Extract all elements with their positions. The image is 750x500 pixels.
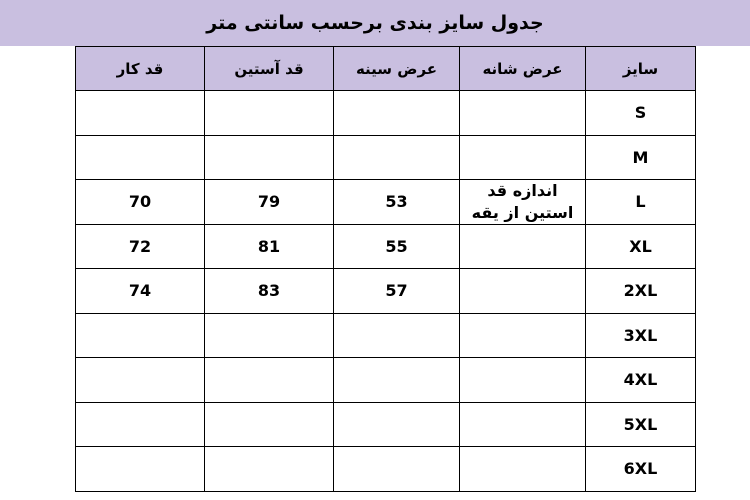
cell-chest: 53: [334, 180, 460, 225]
cell-length: [76, 313, 205, 358]
column-header-chest-width: عرض سینه: [334, 47, 460, 91]
table-header-row: [76, 47, 696, 91]
column-header-sleeve-length: قد آستین: [205, 47, 334, 91]
cell-shoulder: [460, 135, 586, 180]
cell-size: S: [586, 91, 696, 136]
table-row: [76, 224, 696, 269]
table-row: [76, 91, 696, 136]
cell-shoulder: [460, 224, 586, 269]
cell-chest: [334, 358, 460, 403]
cell-size: M: [586, 135, 696, 180]
cell-size: L: [586, 180, 696, 225]
table-row: [76, 180, 696, 225]
cell-length: [76, 91, 205, 136]
cell-length: 74: [76, 269, 205, 314]
column-header-shoulder-width: عرض شانه: [460, 47, 586, 91]
cell-sleeve: 83: [205, 269, 334, 314]
table-row: [76, 135, 696, 180]
cell-size: 3XL: [586, 313, 696, 358]
cell-size: 4XL: [586, 358, 696, 403]
cell-chest: [334, 135, 460, 180]
cell-chest: [334, 313, 460, 358]
cell-size: 6XL: [586, 447, 696, 492]
cell-shoulder: [460, 447, 586, 492]
cell-sleeve: [205, 358, 334, 403]
table-row: [76, 402, 696, 447]
cell-chest: [334, 447, 460, 492]
note-line-1: اندازه قد: [487, 181, 558, 201]
cell-length: [76, 135, 205, 180]
cell-chest: 57: [334, 269, 460, 314]
size-table: [75, 46, 696, 492]
cell-length: [76, 402, 205, 447]
note-line-2: استین از یقه: [471, 202, 574, 222]
cell-shoulder: [460, 402, 586, 447]
cell-length: [76, 358, 205, 403]
cell-shoulder: [460, 269, 586, 314]
table-row: [76, 269, 696, 314]
cell-size: XL: [586, 224, 696, 269]
cell-chest: [334, 402, 460, 447]
cell-sleeve: [205, 447, 334, 492]
cell-sleeve: 79: [205, 180, 334, 225]
cell-shoulder-note: [460, 180, 586, 225]
cell-shoulder: [460, 91, 586, 136]
size-table-container: [75, 46, 695, 492]
cell-length: 72: [76, 224, 205, 269]
cell-length: 70: [76, 180, 205, 225]
cell-shoulder: [460, 313, 586, 358]
table-head: [76, 47, 696, 91]
title-band: [0, 0, 750, 46]
cell-size: 2XL: [586, 269, 696, 314]
column-header-size: سایز: [586, 47, 696, 91]
table-row: [76, 447, 696, 492]
column-header-body-length: قد کار: [76, 47, 205, 91]
cell-sleeve: [205, 135, 334, 180]
cell-chest: 55: [334, 224, 460, 269]
cell-shoulder: [460, 358, 586, 403]
cell-length: [76, 447, 205, 492]
cell-sleeve: [205, 402, 334, 447]
table-body: [76, 91, 696, 492]
cell-sleeve: [205, 91, 334, 136]
table-row: [76, 358, 696, 403]
table-row: [76, 313, 696, 358]
cell-size: 5XL: [586, 402, 696, 447]
page-title: جدول سایز بندی برحسب سانتی متر: [206, 12, 544, 34]
cell-chest: [334, 91, 460, 136]
cell-sleeve: [205, 313, 334, 358]
cell-sleeve: 81: [205, 224, 334, 269]
